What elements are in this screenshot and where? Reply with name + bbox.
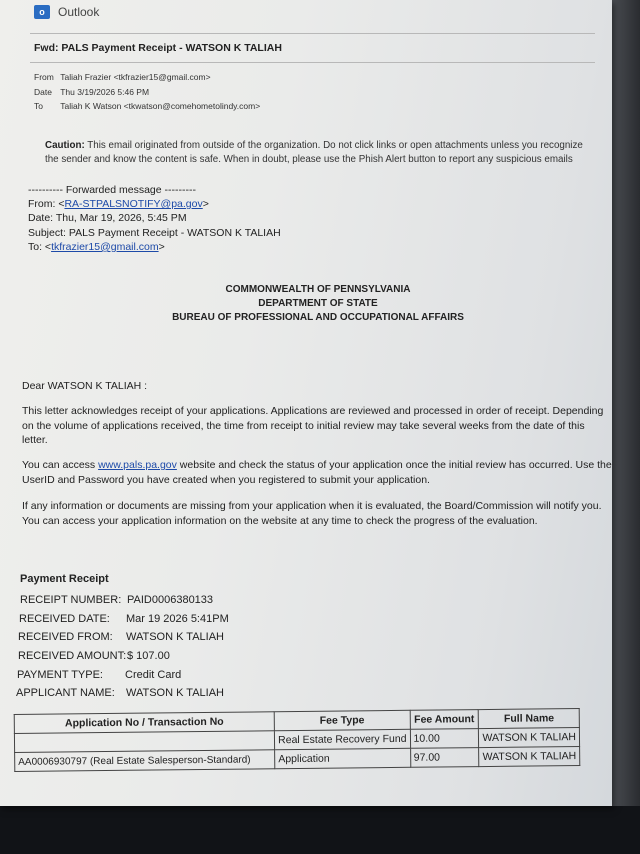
cell-fee-type: Application xyxy=(275,748,411,768)
column-header-application: Application No / Transaction No xyxy=(14,712,274,734)
receipt-number-value: PAID0006380133 xyxy=(127,594,214,606)
cell-fee-amount: 97.00 xyxy=(410,748,479,768)
letterhead-line-3: BUREAU OF PROFESSIONAL AND OCCUPATIONAL AFFAIRS xyxy=(172,312,464,323)
forwarded-from-label: From: < xyxy=(28,198,65,211)
column-header-fee-type: Fee Type xyxy=(274,710,410,730)
receipt-row-payment-type xyxy=(17,669,181,681)
photo-right-edge xyxy=(612,0,640,806)
letterhead-line-1: COMMONWEALTH OF PENNSYLVANIA xyxy=(225,284,411,295)
forwarded-to-end: > xyxy=(158,240,165,253)
receipt-row-amount xyxy=(18,650,170,662)
forwarded-to-link[interactable]: tkfrazier15@gmail.com xyxy=(51,240,159,253)
photo-bottom-shadow xyxy=(0,806,640,854)
cell-full-name: WATSON K TALIAH xyxy=(479,728,580,748)
letter-greeting: Dear WATSON K TALIAH : xyxy=(22,380,148,392)
meta-date-value: Thu 3/19/2026 5:46 PM xyxy=(60,86,150,97)
letter-paragraph-3: If any information or documents are missing from your application when it is evaluated, the Board/Commission will notify you. You can access your application information on the website at any time to check the progress of the evaluation. xyxy=(22,500,602,527)
received-amount-value: $ 107.00 xyxy=(127,650,170,662)
payment-table xyxy=(14,708,581,772)
cell-fee-type: Real Estate Recovery Fund xyxy=(275,729,411,749)
letterhead-line-2: DEPARTMENT OF STATE xyxy=(258,298,378,309)
forwarded-from xyxy=(28,197,358,211)
receipt-title: Payment Receipt xyxy=(20,573,109,585)
forwarded-date: Date: Thu, Mar 19, 2026, 5:45 PM xyxy=(28,212,187,225)
meta-from-value: Taliah Frazier <tkfrazier15@gmail.com> xyxy=(60,72,211,82)
letter-paragraph-2 xyxy=(22,458,612,487)
forwarded-header xyxy=(28,183,358,254)
cell-fee-amount: 10.00 xyxy=(410,729,479,749)
forwarded-divider: ---------- Forwarded message --------- xyxy=(28,184,196,196)
letter-paragraph-1: This letter acknowledges receipt of your applications. Applications are reviewed and processed in order of receipt. Depending on the volume of applications received, the time from receipt to initial review may take several weeks from the date of this letter. xyxy=(22,405,604,446)
subject-divider xyxy=(30,62,595,63)
receipt-number-label: RECEIPT NUMBER: xyxy=(20,594,122,606)
receipt-row-number xyxy=(20,594,213,606)
received-from-label: RECEIVED FROM: xyxy=(18,631,113,643)
forwarded-subject: Subject: PALS Payment Receipt - WATSON K TALIAH xyxy=(28,226,281,239)
received-from-value: WATSON K TALIAH xyxy=(126,631,224,643)
pals-website-link[interactable]: www.pals.pa.gov xyxy=(98,459,177,471)
meta-date xyxy=(34,85,260,100)
header-divider xyxy=(30,33,595,34)
forwarded-to-label: To: < xyxy=(28,240,52,253)
received-amount-label: RECEIVED AMOUNT: xyxy=(18,650,127,662)
meta-to-label: To xyxy=(34,101,43,111)
meta-from-label: From xyxy=(34,72,54,82)
applicant-name-label: APPLICANT NAME: xyxy=(16,687,115,699)
caution-banner xyxy=(45,139,590,166)
column-header-full-name: Full Name xyxy=(479,709,580,729)
forwarded-from-link[interactable]: RA-STPALSNOTIFY@pa.gov xyxy=(64,198,203,211)
email-meta xyxy=(34,70,260,114)
letterhead xyxy=(100,283,536,325)
applicant-name-value: WATSON K TALIAH xyxy=(126,687,224,699)
caution-label: Caution: xyxy=(45,140,85,151)
receipt-row-from xyxy=(18,631,224,643)
received-date-value: Mar 19 2026 5:41PM xyxy=(126,613,229,625)
meta-from xyxy=(34,70,260,85)
forwarded-from-end: > xyxy=(202,198,209,211)
letter-paragraph-2-start: You can access xyxy=(22,459,99,471)
caution-text: This email originated from outside of the organization. Do not click links or open attachments unless you recognize the sender and know the content is safe. When in doubt, please use the Phish Alert button to report any suspicious emails xyxy=(45,140,583,165)
forwarded-to xyxy=(28,240,358,254)
received-date-label: RECEIVED DATE: xyxy=(19,613,110,625)
receipt-row-applicant xyxy=(16,687,224,699)
letter-paragraph-2-end: website and check the status of your application once the initial review has occurred. Use the UserID and Password you have created when you registered to submit your application. xyxy=(22,459,612,486)
payment-type-value: Credit Card xyxy=(125,669,182,681)
column-header-fee-amount: Fee Amount xyxy=(410,710,479,730)
outlook-logo-icon: o xyxy=(34,5,50,19)
meta-to xyxy=(34,99,260,114)
payment-type-label: PAYMENT TYPE: xyxy=(17,669,103,681)
cell-full-name: WATSON K TALIAH xyxy=(479,747,580,767)
receipt-row-date xyxy=(19,613,229,625)
app-name: Outlook xyxy=(58,5,100,19)
meta-to-value: Taliah K Watson <tkwatson@comehometolindy.com> xyxy=(60,101,261,111)
cell-application-no: AA0006930797 (Real Estate Salesperson-Standard) xyxy=(15,750,275,772)
outlook-header xyxy=(34,5,99,19)
email-subject: Fwd: PALS Payment Receipt - WATSON K TALIAH xyxy=(34,42,282,54)
meta-date-label: Date xyxy=(34,86,52,97)
